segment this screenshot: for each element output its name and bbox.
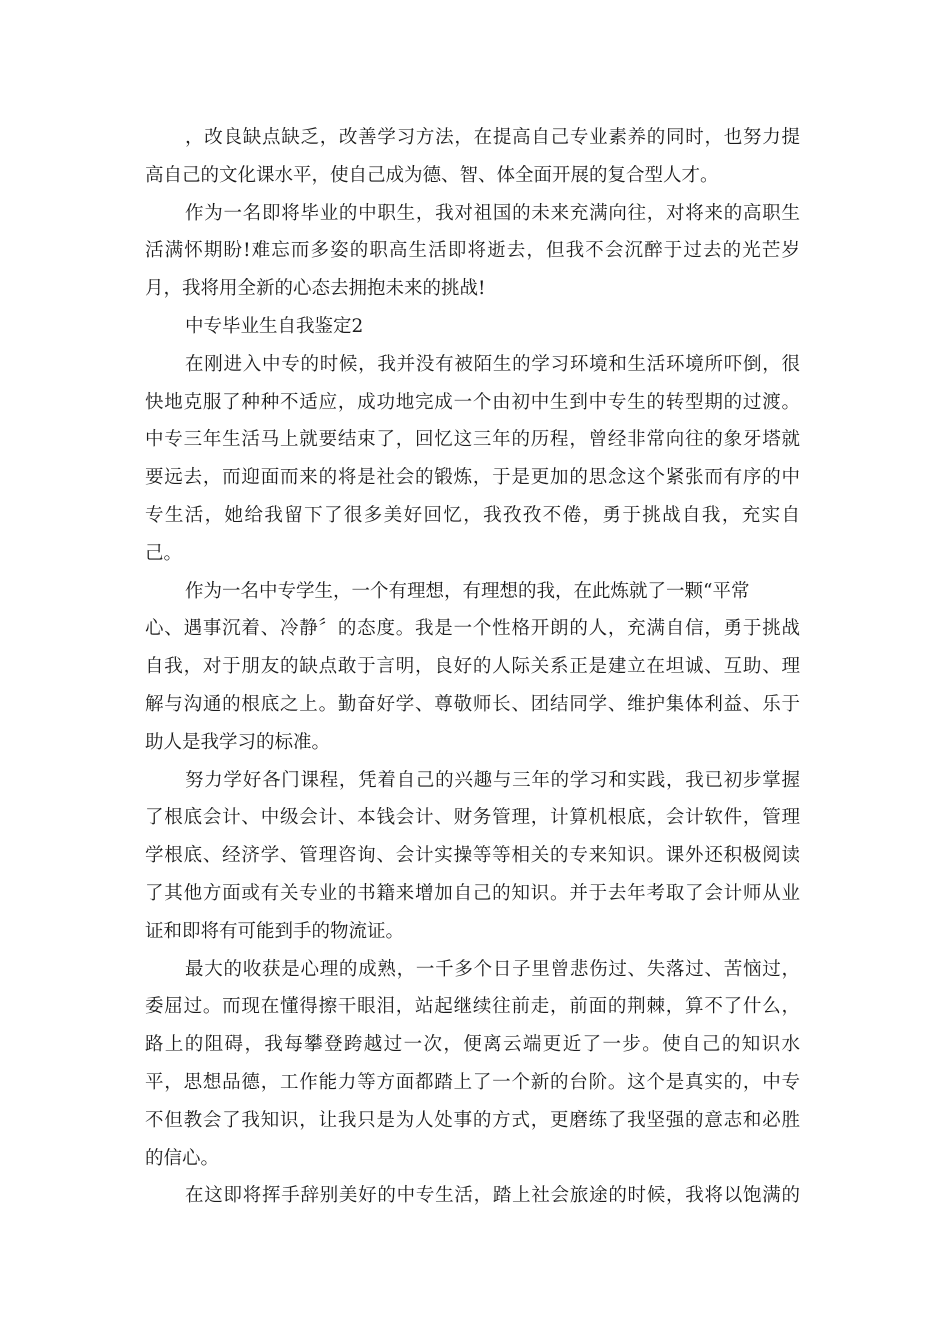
text-line: 月，我将用全新的心态去拥抱未来的挑战! <box>145 278 486 300</box>
text-line: 己。 <box>145 542 183 564</box>
text-line: 不但教会了我知识，让我只是为人处事的方式，更磨练了我坚强的意志和必胜 <box>145 1109 800 1131</box>
document-body <box>145 119 800 1215</box>
text-line: 最大的收获是心理的成熟，一千多个日子里曾悲伤过、失落过、苦恼过， <box>185 958 800 980</box>
text-line: 助人是我学习的标准。 <box>145 731 331 753</box>
text-line: 自我，对于朋友的缺点敢于言明，良好的人际关系正是建立在坦诚、互助、理 <box>145 656 800 678</box>
text-line: 平，思想品德，工作能力等方面都踏上了一个新的台阶。这个是真实的，中专 <box>145 1071 800 1093</box>
text-line: 在刚进入中专的时候，我并没有被陌生的学习环境和生活环境所吓倒，很 <box>185 353 800 375</box>
text-line: 的信心。 <box>145 1147 220 1169</box>
text-line: 中专毕业生自我鉴定2 <box>185 315 364 337</box>
text-line: 解与沟通的根底之上。勤奋好学、尊敬师长、团结同学、维护集体利益、乐于 <box>145 693 800 715</box>
text-line: 高自己的文化课水平，使自己成为德、智、体全面开展的复合型人才。 <box>145 164 719 186</box>
text-line: 作为一名即将毕业的中职生，我对祖国的未来充满向往，对将来的高职生 <box>185 202 800 224</box>
text-line: 路上的阻碍，我每攀登跨越过一次，便离云端更近了一步。使自己的知识水 <box>145 1034 800 1056</box>
text-line: 努力学好各门课程，凭着自己的兴趣与三年的学习和实践，我已初步掌握 <box>185 769 800 791</box>
text-line: 中专三年生活马上就要结束了，回忆这三年的历程，曾经非常向往的象牙塔就 <box>145 429 800 451</box>
text-line: 学根底、经济学、管理咨询、会计实操等等相关的专来知识。课外还积极阅读 <box>145 845 800 867</box>
text-line: 了根底会计、中级会计、本钱会计、财务管理，计算机根底，会计软件，管理 <box>145 807 800 829</box>
text-line: 了其他方面或有关专业的书籍来增加自己的知识。并于去年考取了会计师从业 <box>145 882 800 904</box>
text-line: 要远去，而迎面而来的将是社会的锻炼，于是更加的思念这个紧张而有序的中 <box>145 467 800 489</box>
text-line: 心、遇事沉着、冷静〞的态度。我是一个性格开朗的人，充满自信，勇于挑战 <box>145 618 800 640</box>
text-line: 作为一名中专学生，一个有理想，有理想的我，在此炼就了一颗“平常 <box>185 580 750 602</box>
text-line: 快地克服了种种不适应，成功地完成一个由初中生到中专生的转型期的过渡。 <box>145 391 800 413</box>
text-line: 证和即将有可能到手的物流证。 <box>145 920 405 942</box>
text-line: ，改良缺点缺乏，改善学习方法，在提高自己专业素养的同时，也努力提 <box>185 127 800 148</box>
text-line: 委屈过。而现在懂得擦干眼泪，站起继续往前走，前面的荆棘，算不了什么， <box>145 996 800 1018</box>
text-line: 专生活，她给我留下了很多美好回忆，我孜孜不倦，勇于挑战自我，充实自 <box>145 504 800 526</box>
text-line: 活满怀期盼!难忘而多姿的职高生活即将逝去，但我不会沉醉于过去的光芒岁 <box>145 240 800 262</box>
text-line: 在这即将挥手辞别美好的中专生活，踏上社会旅途的时候，我将以饱满的 <box>185 1185 800 1207</box>
